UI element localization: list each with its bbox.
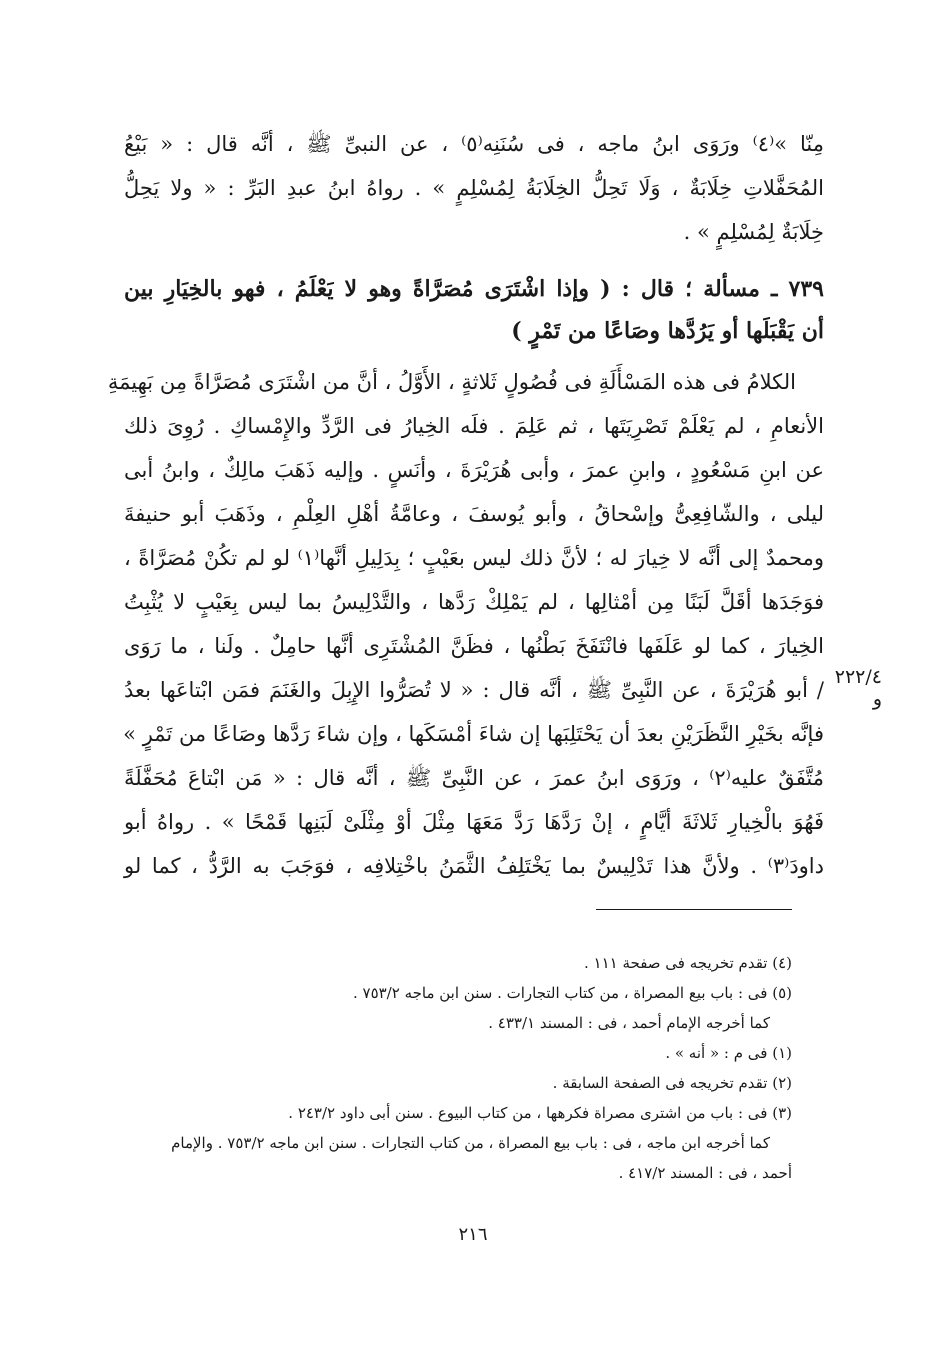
- text-line: الكلامُ فى هذه المَسْأَلَةِ فى فُصُولٍ ثَلاثةٍ ، الأَوَّلُ ، أنَّ من اشْتَرَى مُصَرَّاةً مِن بَهِيمَةِ: [107, 370, 796, 394]
- footnote-continuation: أحمد ، فى : المسند ٤١٧/٢ .: [618, 1164, 792, 1182]
- footnote: (٥) فى : باب بيع المصراة ، من كتاب التجارات . سنن ابن ماجه ٧٥٣/٢ .: [352, 984, 792, 1002]
- footnote: (٤) تقدم تخريجه فى صفحة ١١١ .: [583, 954, 792, 972]
- top-paragraph: [124, 122, 824, 254]
- text-line: الخِيارَ ، كما لو عَلَفَها فانْتَفَخَ بَطْنُها ، فظَنَّ المُشْتَرِى أنَّها حامِلٌ . ولَنا ، ما رَوَى: [124, 634, 824, 658]
- footnote: (٢) تقدم تخريجه فى الصفحة السابقة .: [552, 1074, 792, 1092]
- text-line: ومحمدٌ إلى أنَّه لا خِيارَ له ؛ لأنَّ ذلك ليس بعَيْبٍ ؛ بِدَلِيلِ أنَّها⁽١⁾ لو لم تكُنْ مُصَرَّاةً ،: [124, 546, 824, 570]
- text-line: فَهُوَ بالْخِيارِ ثَلاثَةَ أيَّامٍ ، إنْ رَدَّهَا رَدَّ مَعَهَا مِثْلَ أوْ مِثْلَىْ لَبَنِها قَمْحًا » . رواهُ أبو: [124, 810, 824, 834]
- footnote-divider: [596, 909, 792, 910]
- heading-line: ٧٣٩ ـ مسألة ؛ قال : ( وإذا اشْتَرَى مُصَرَّاةً وهو لا يَعْلَمُ ، فهو بالخِيَارِ بين: [124, 276, 824, 302]
- footnote: (٣) فى : باب من اشترى مصراة فكرهها ، من كتاب البيوع . سنن أبى داود ٢٤٣/٢ .: [288, 1104, 792, 1122]
- margin-reference: ٢٢٢/٤ و: [834, 666, 882, 710]
- text-line: مِنّا »⁽٤⁾ ورَوَى ابنُ ماجه ، فى سُنَنِه⁽٥⁾ ، عن النبىِّ ﷺ ، أنَّه قال : « بَيْعُ: [124, 132, 824, 156]
- footnote-continuation: كما أخرجه ابن ماجه ، فى : باب بيع المصراة ، من كتاب التجارات . سنن ابن ماجه ٧٥٣/٢ . والإمام: [171, 1134, 770, 1152]
- text-line: المُحَفَّلاتِ خِلَابَةٌ ، وَلَا تَحِلُّ الخِلَابَةُ لِمُسْلِمٍ » . رواهُ ابنُ عبدِ البَرِّ : « ولا يَحِلُّ: [124, 176, 824, 200]
- section-heading: [124, 268, 824, 352]
- text-line: الأنعامِ ، لم يَعْلَمْ تَصْرِيَتَها ، ثم عَلِمَ . فلَه الخِيارُ فى الرَّدِّ والإِمْساكِ . رُوِىَ ذلك: [124, 414, 824, 438]
- footnote: (١) فى م : « أنه » .: [665, 1044, 792, 1062]
- text-line: عن ابنِ مَسْعُودٍ ، وابنِ عمرَ ، وأبى هُرَيْرَةَ ، وأنَسٍ . وإليه ذَهَبَ مالِكٌ ، وابنُ أبى: [124, 458, 824, 482]
- footnotes: [171, 948, 792, 1188]
- page-number: ٢١٦: [458, 1224, 488, 1245]
- text-line: ليلى ، والشّافِعِىُّ وإسْحاقُ ، وأبو يُوسفَ ، وعامَّةُ أهْلِ العِلْمِ ، وذَهَبَ أبو حنيفةَ: [124, 502, 824, 526]
- text-line: فإنَّه بخَيْرِ النَّظَرَيْنِ بعدَ أن يَحْتَلِبَها إن شاءَ أمْسَكَها ، وإن شاءَ رَدَّها وصَاعًا من تَمْرٍ »: [123, 722, 824, 746]
- text-line: فوَجَدَها أقَلَّ لَبَنًا مِن أمْثالِها ، لم يَمْلِكْ رَدَّها ، والتَّدْلِيسُ بما ليس بِعَيْبٍ لا يُثْبِتُ: [124, 590, 824, 614]
- text-line: خِلَابَةٌ لِمُسْلِمٍ » .: [683, 220, 824, 244]
- text-line: / أبو هُرَيْرَةَ ، عن النَّبِىِّ ﷺ ، أنَّه قال : « لا تُصَرُّوا الإِبِلَ والغَنَمَ فمَن ابْتاعَها بعدُ: [124, 678, 824, 702]
- text-line: مُتَّفَقٌ عليه⁽٢⁾ ، ورَوَى ابنُ عمرَ ، عن النَّبِىِّ ﷺ ، أنَّه قال : « مَن ابْتاعَ مُحَفَّلَةً: [124, 766, 825, 790]
- text-line: داودَ⁽٣⁾ . ولأنَّ هذا تَدْلِيسٌ بما يَخْتَلِفُ الثَّمَنُ باخْتِلافِه ، فوَجَبَ به الرَّدُّ ، كما لو: [124, 854, 824, 878]
- body-paragraph: [107, 360, 825, 888]
- heading-line: أن يَقْبَلَها أو يَرُدَّها وصَاعًا من تَمْرٍ ): [511, 318, 824, 344]
- footnote-continuation: كما أخرجه الإمام أحمد ، فى : المسند ٤٣٣/١ .: [488, 1014, 770, 1032]
